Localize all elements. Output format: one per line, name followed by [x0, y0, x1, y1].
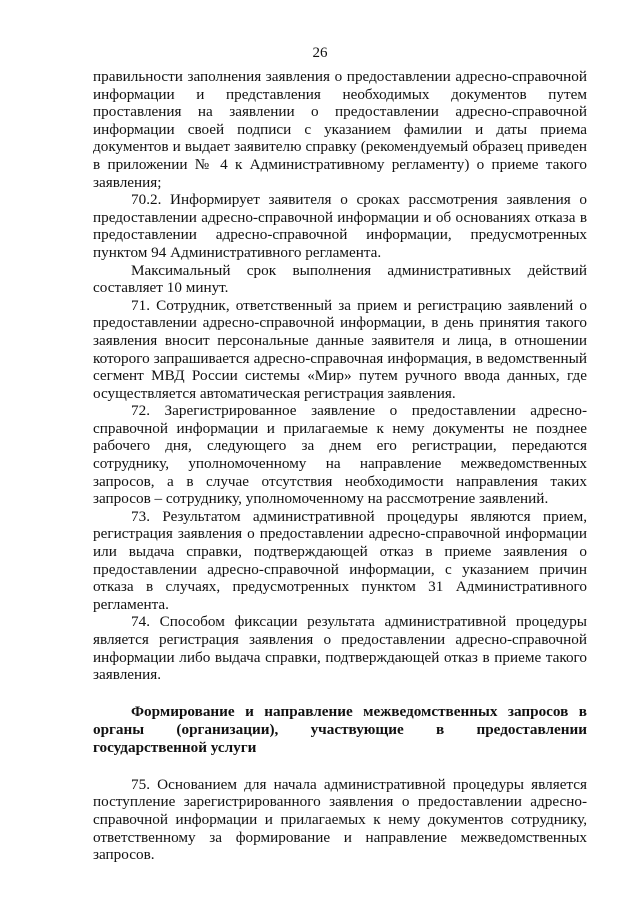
- paragraph-73: 73. Результатом административной процедуры являются прием, регистрация заявления о предоставлении адресно-справочной информации или выдача справки, подтверждающей отказ в приеме заявления о предоставлении адресно-справочной информации, с указанием причин отказа в случаях, предусмотренных пунктом 31 Административного регламента.: [93, 507, 587, 613]
- paragraph-70-2: 70.2. Информирует заявителя о сроках рассмотрения заявления о предоставлении адресно-справочной информации и об основаниях отказа в предоставлении адресно-справочной информации, предусмотренных пунктом 94 Административного регламента.: [93, 191, 587, 261]
- section-heading: Формирование и направление межведомственных запросов в органы (организации), участвующие в предоставлении государственной услуги: [93, 702, 587, 756]
- paragraph-75: 75. Основанием для начала административной процедуры является поступление зарегистрированного заявления о предоставлении адресно-справочной информации и прилагаемых к нему документов сотруднику, ответственному за формирование и направление межведомственных запросов.: [93, 775, 587, 864]
- paragraph-continuation: правильности заполнения заявления о предоставлении адресно-справочной информации и представления необходимых документов путем проставления на заявлении о предоставлении адресно-справочной информации своей подписи с указанием фамилии и даты приема документов и выдает заявителю справку (рекомендуемый образец приведен в приложении № 4 к Административному регламенту) о приеме такого заявления;: [93, 68, 587, 191]
- spacer: [93, 757, 587, 776]
- page-number: 26: [312, 45, 328, 61]
- spacer: [93, 684, 587, 703]
- document-body: [93, 68, 587, 864]
- paragraph-71: 71. Сотрудник, ответственный за прием и регистрацию заявлений о предоставлении адресно-справочной информации, в день принятия такого заявления вносит персональные данные заявителя и лица, в отношении которого запрашивается адресно-справочная информация, в ведомственный сегмент МВД России системы «Мир» путем ручного ввода данных, где осуществляется автоматическая регистрация заявления.: [93, 296, 587, 402]
- paragraph-72: 72. Зарегистрированное заявление о предоставлении адресно-справочной информации и прилагаемые к нему документы не позднее рабочего дня, следующего за днем его регистрации, передаются сотруднику, уполномоченному на направление межведомственных запросов, а в случае отсутствия необходимости направления таких запросов – сотруднику, уполномоченному на рассмотрение заявлений.: [93, 402, 587, 508]
- paragraph-74: 74. Способом фиксации результата административной процедуры является регистрация заявления о предоставлении адресно-справочной информации либо выдача справки, подтверждающей отказ в приеме такого заявления.: [93, 613, 587, 684]
- paragraph-max-duration: Максимальный срок выполнения административных действий составляет 10 минут.: [93, 261, 587, 297]
